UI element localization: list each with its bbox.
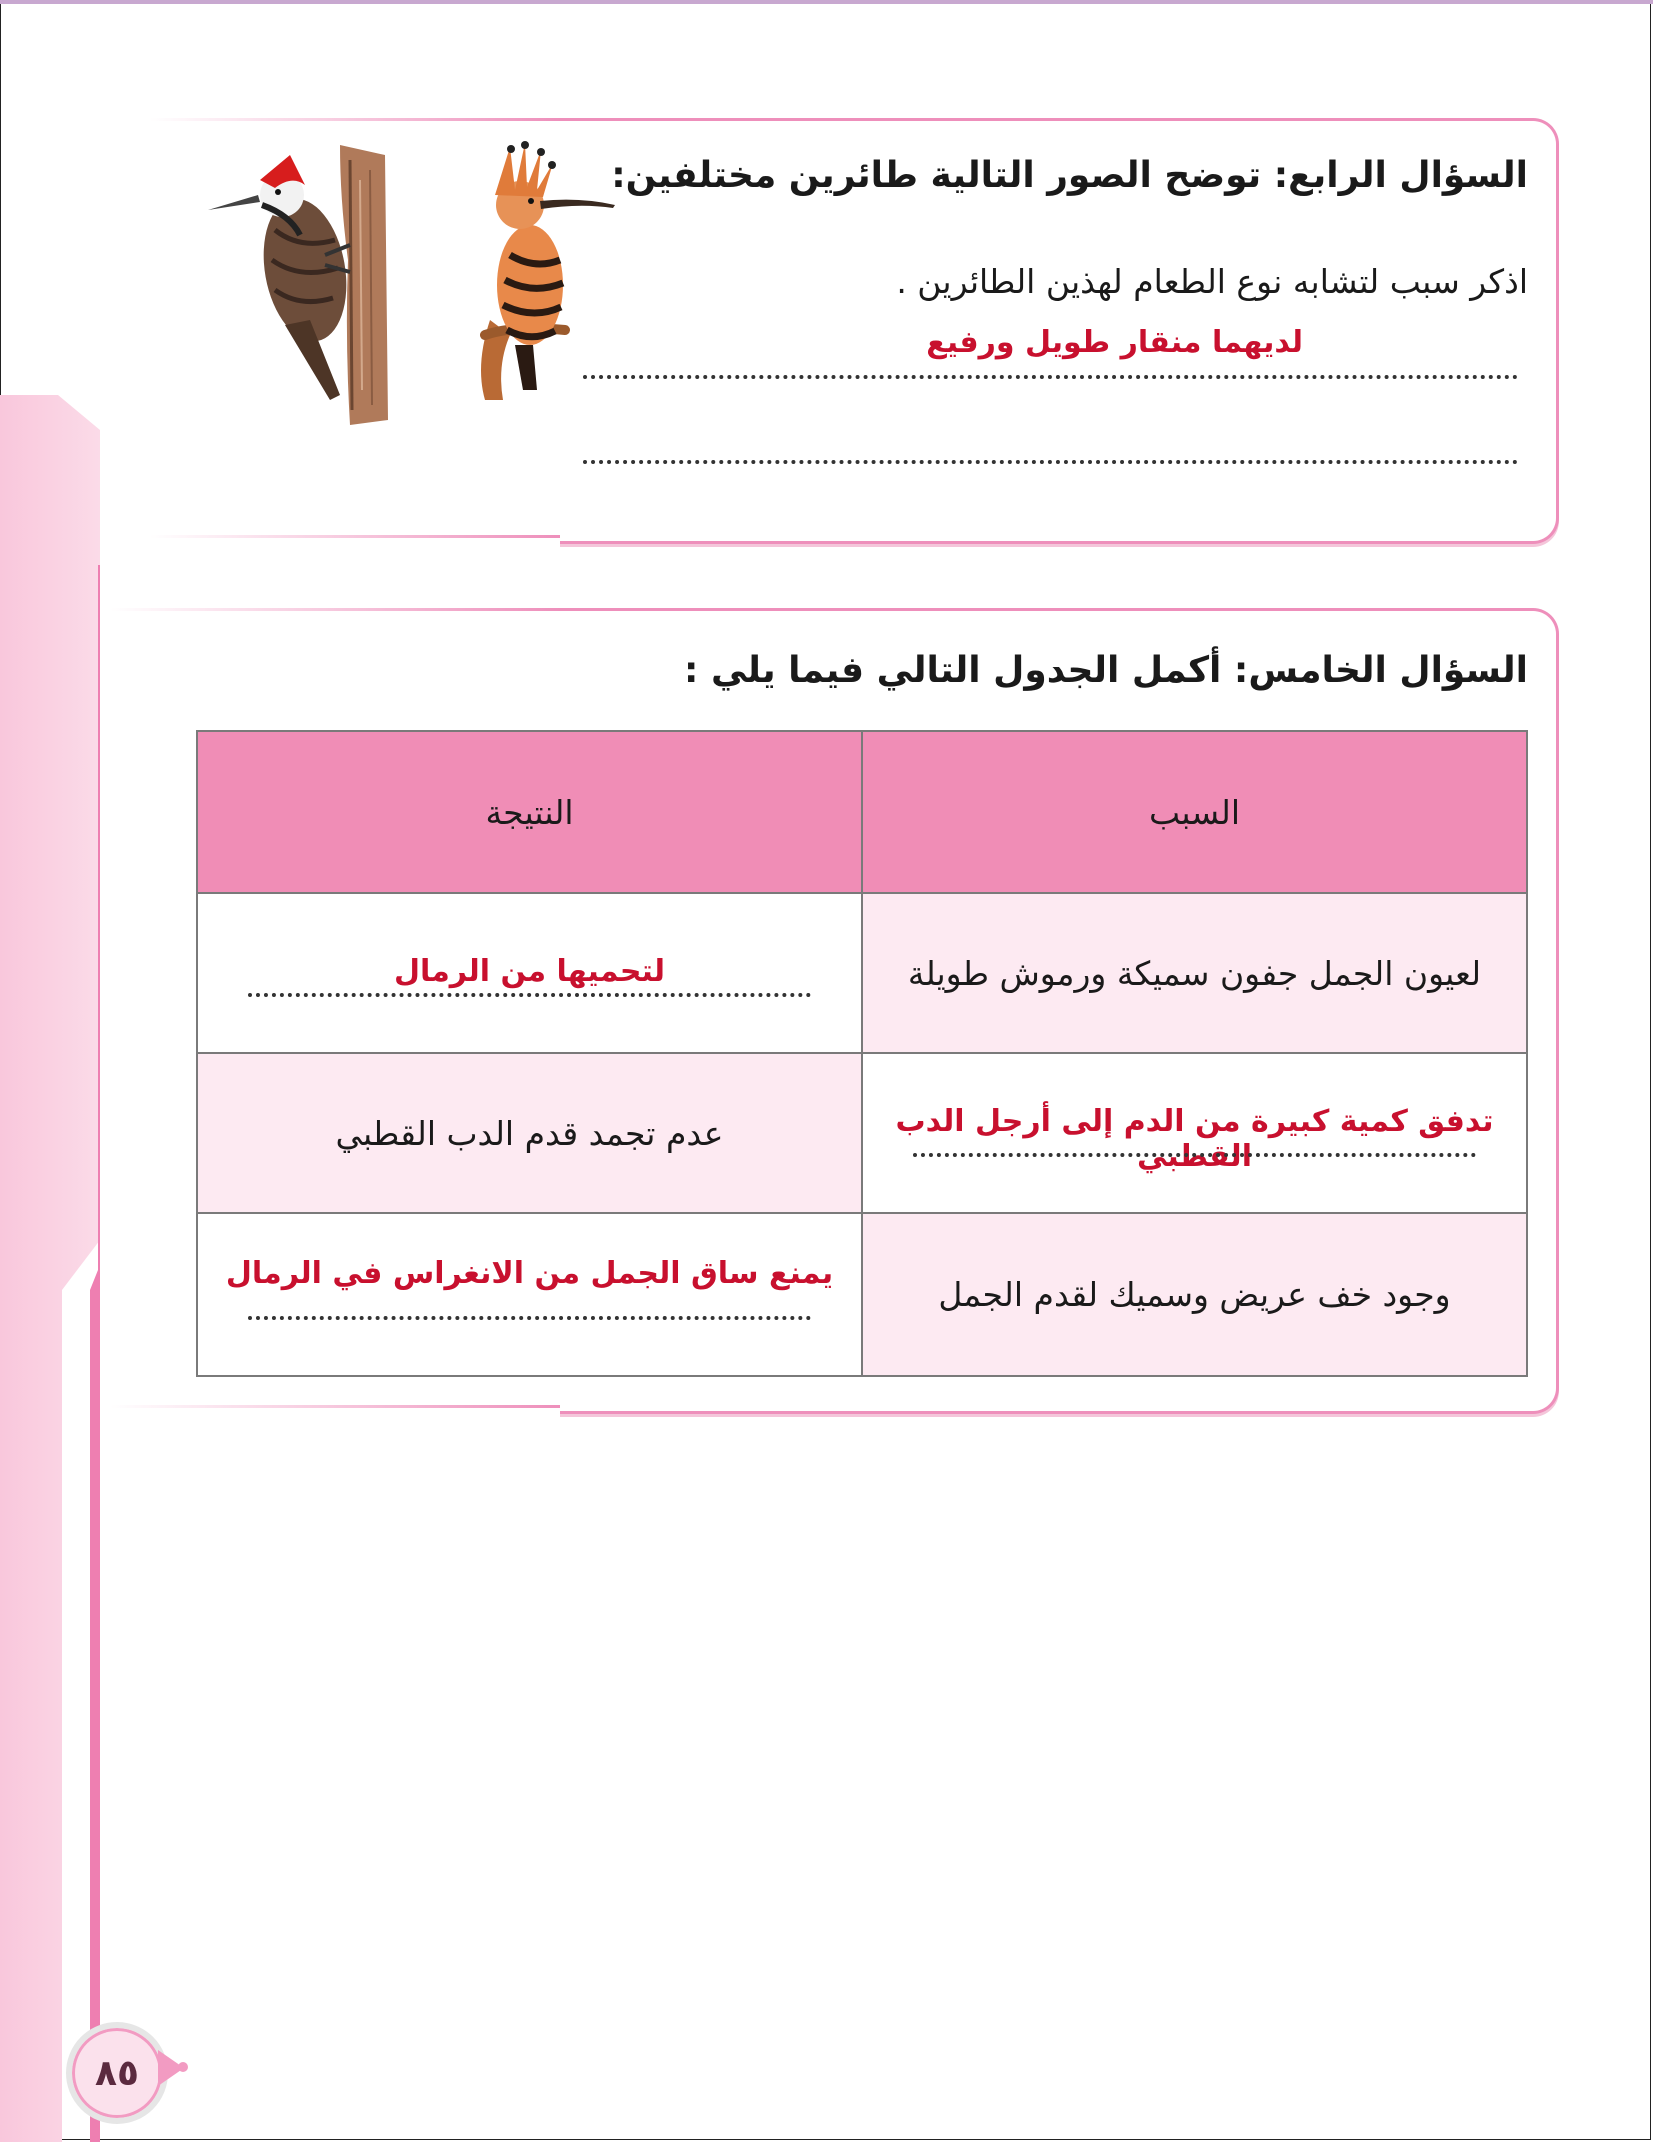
answer-line-1 [583, 375, 1518, 379]
answer-line-2 [583, 460, 1518, 464]
row3-result: يمنع ساق الجمل من الانغراس في الرمال [225, 1256, 834, 1291]
row3-cause: وجود خف عريض وسميك لقدم الجمل [862, 1213, 1527, 1376]
row2-cause-cell [862, 1053, 1527, 1213]
question4-answer: لديهما منقار طويل ورفيع [926, 325, 1303, 360]
page-pointer-dot [178, 2062, 188, 2072]
woodpecker-illustration [200, 140, 400, 425]
hoopoe-illustration [455, 135, 625, 410]
page-number: ٨٥ [66, 2022, 168, 2124]
top-rule [0, 0, 1653, 4]
row1-result-line [248, 993, 811, 997]
table-header-row [197, 731, 1527, 893]
row1-result: لتحميها من الرمال [393, 954, 666, 989]
cause-result-table [196, 730, 1528, 1377]
question5-title: السؤال الخامس: أكمل الجدول التالي فيما يلي : [684, 650, 1528, 691]
table-row [197, 1053, 1527, 1213]
row3-result-cell [197, 1213, 862, 1376]
table-row [197, 893, 1527, 1053]
row2-cause: تدفق كمية كبيرة من الدم إلى أرجل الدب القطبي [895, 1104, 1494, 1174]
row1-cause: لعيون الجمل جفون سميكة ورموش طويلة [862, 893, 1527, 1053]
question4-title: السؤال الرابع: توضح الصور التالية طائرين مختلفين: [611, 155, 1528, 196]
row2-result: عدم تجمد قدم الدب القطبي [197, 1053, 862, 1213]
row1-result-cell [197, 893, 862, 1053]
question4-prompt: اذكر سبب لتشابه نوع الطعام لهذين الطائرين . [896, 262, 1528, 301]
row2-cause-line [913, 1153, 1476, 1157]
header-result: النتيجة [197, 731, 862, 893]
header-cause: السبب [862, 731, 1527, 893]
table-row [197, 1213, 1527, 1376]
row3-result-line [248, 1316, 811, 1320]
left-decor-strip [0, 0, 100, 2142]
